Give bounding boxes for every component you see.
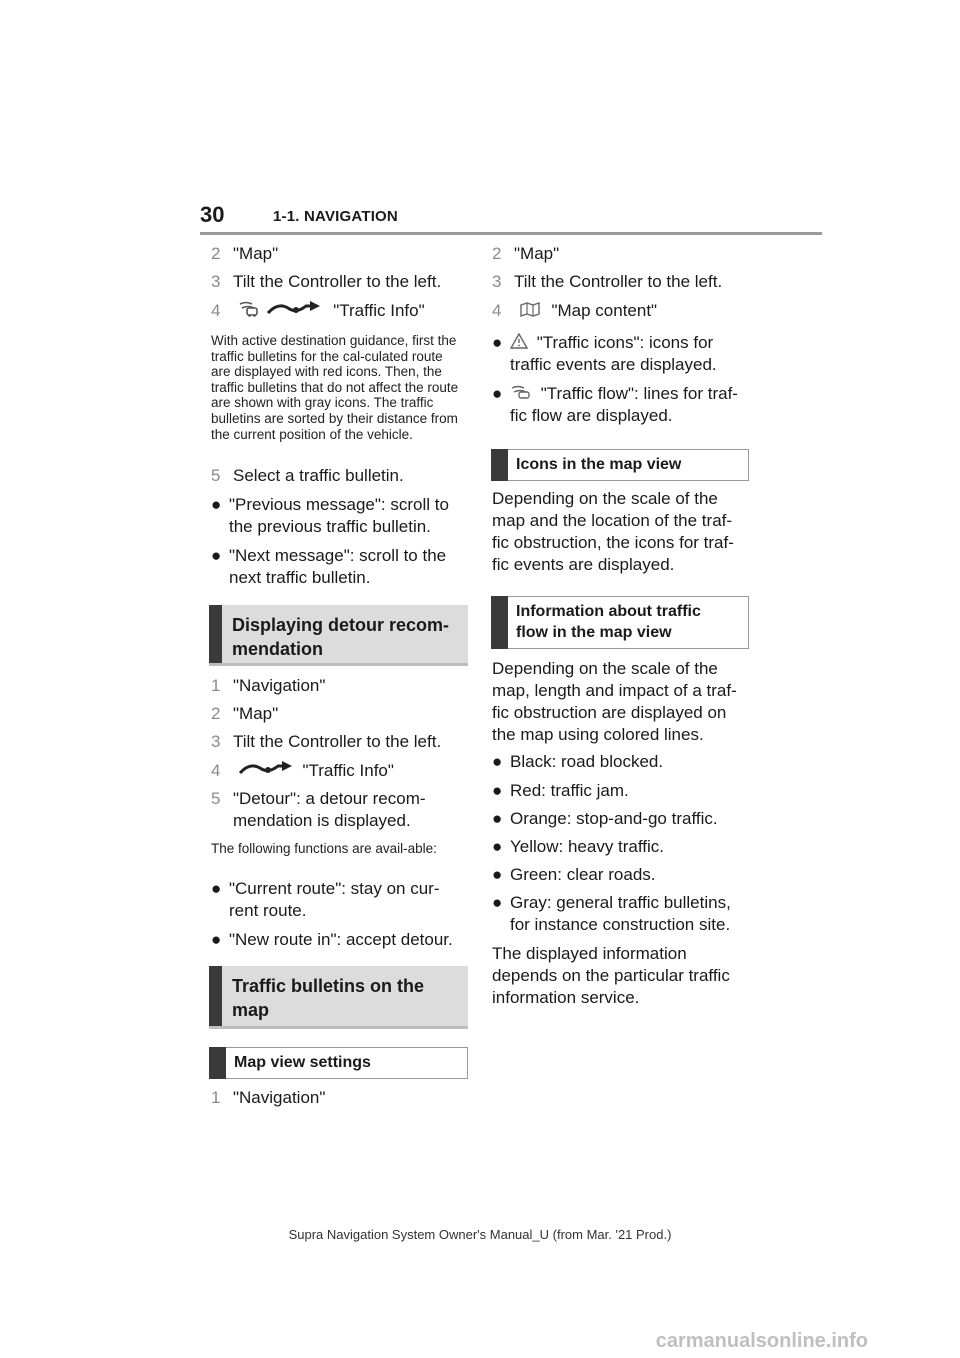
step: 2 "Map" [492, 244, 560, 263]
header-rule [200, 232, 822, 235]
list-item-cont: next traffic bulletin. [229, 568, 371, 587]
list-item-cont: fic flow are displayed. [510, 406, 673, 425]
list-item-cont: for instance construction site. [510, 915, 731, 934]
step: 3 Tilt the Controller to the left. [211, 732, 442, 751]
paragraph: Depending on the scale of the map and the location of the traf- fic obstruction, the icons for traf- fic events are displayed. [492, 489, 734, 574]
subsection-heading: Map view settings [209, 1047, 468, 1079]
step-cont: mendation is displayed. [233, 811, 411, 830]
map-icon [519, 301, 541, 323]
subsection-heading: Icons in the map view [491, 449, 749, 481]
traffic-flow-icon [510, 384, 532, 406]
section-heading: Traffic bulletins on the map [209, 966, 468, 1026]
footer: Supra Navigation System Owner's Manual_U (from Mar. '21 Prod.) [288, 1227, 672, 1242]
warning-icon [510, 333, 528, 355]
step: 2 "Map" [211, 244, 279, 263]
step: 2 "Map" [211, 704, 279, 723]
list-item-cont: the previous traffic bulletin. [229, 517, 431, 536]
watermark: carmanualsonline.info [655, 1330, 868, 1352]
step: 1 "Navigation" [211, 676, 326, 695]
step: 4 "Traffic Info" [211, 760, 394, 784]
route-arrow-icon [266, 300, 322, 324]
step: 1 "Navigation" [211, 1088, 326, 1107]
step: 5 "Detour": a detour recom- [211, 789, 426, 808]
step: 3 Tilt the Controller to the left. [211, 272, 442, 291]
note: With active destination guidance, first the traffic bulletins for the cal-culated route are displayed with red icons. Then, the traffic bulletins that do not affect the route are shown with gray icons. The traffic bulletins are sorted by their distance from the current position of the vehicle. [211, 333, 459, 442]
note: The following functions are avail-able: [211, 841, 437, 856]
subsection-heading: Information about traffic flow in the map view [491, 596, 749, 649]
traffic-flow-icon [238, 300, 262, 324]
paragraph: The displayed information depends on the particular traffic information service. [492, 944, 730, 1007]
step: 5 Select a traffic bulletin. [211, 466, 404, 485]
paragraph: Depending on the scale of the map, length and impact of a traf- fic obstruction are displayed on the map using colored lines. [492, 659, 737, 744]
list-item-cont: rent route. [229, 901, 307, 920]
step: 3 Tilt the Controller to the left. [492, 272, 723, 291]
step: 4 "Traffic Info" [211, 300, 425, 324]
list-item-cont: traffic events are displayed. [510, 355, 717, 374]
section-title: 1-1. NAVIGATION [273, 208, 398, 225]
step: 4 "Map content" [492, 300, 657, 323]
route-arrow-icon [238, 760, 294, 784]
page-number: 30 [200, 202, 225, 227]
section-heading: Displaying detour recom-mendation [209, 605, 468, 663]
